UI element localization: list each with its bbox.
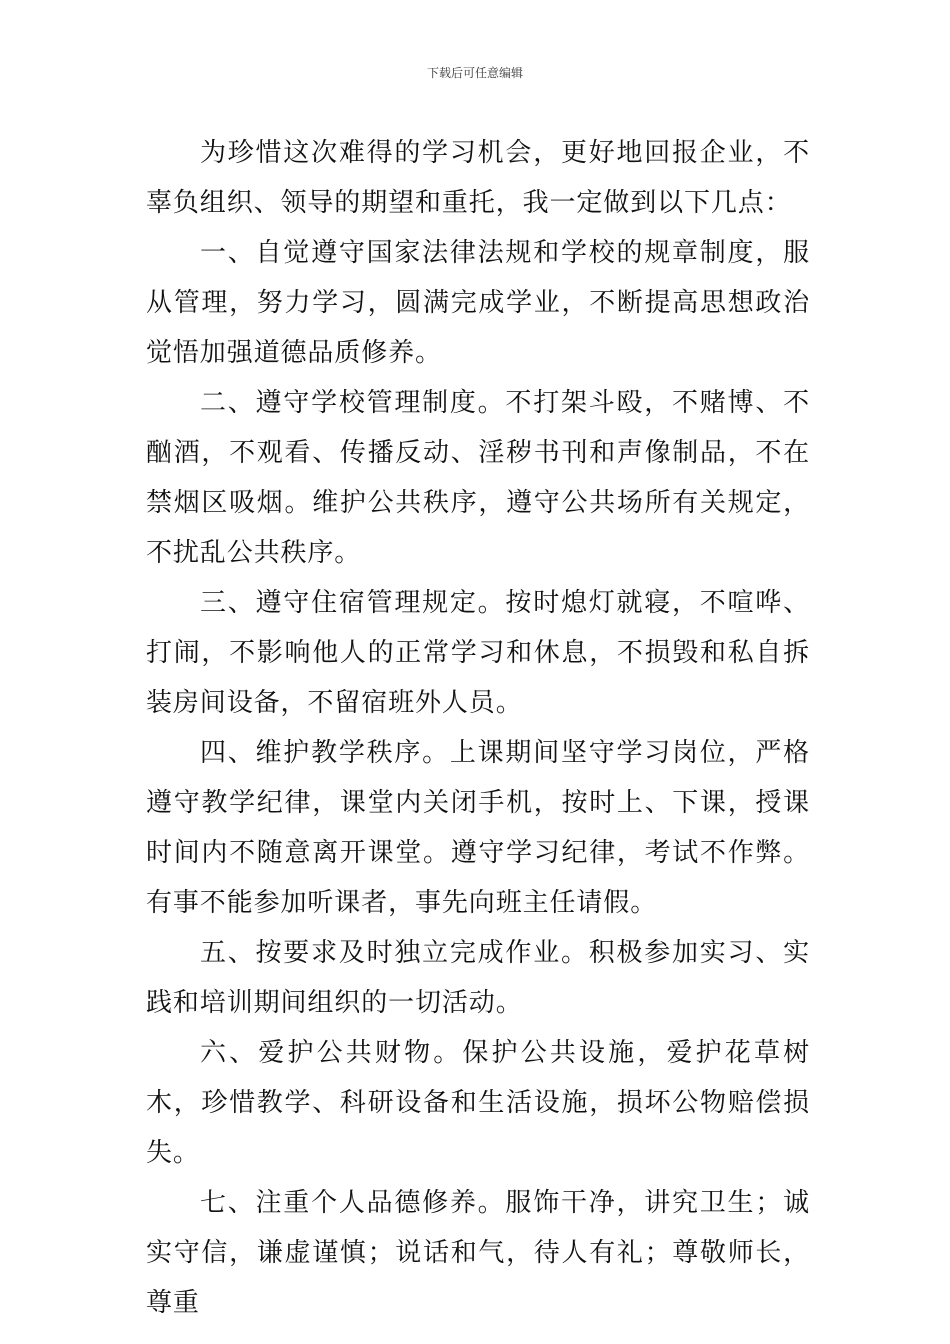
paragraph-item-3: 三、遵守住宿管理规定。按时熄灯就寝，不喧哗、打闹，不影响他人的正常学习和休息，不损毁和私自拆装房间设备，不留宿班外人员。 [146,588,810,718]
page-header: 下载后可任意编辑 [426,66,523,80]
paragraph-item-5: 五、按要求及时独立完成作业。积极参加实习、实践和培训期间组织的一切活动。 [146,938,810,1018]
paragraph-item-7: 七、注重个人品德修养。服饰干净，讲究卫生；诚实守信，谦虚谨慎；说话和气，待人有礼；尊敬师长，尊重 [146,1188,810,1318]
paragraph-item-2: 二、遵守学校管理制度。不打架斗殴，不赌博、不酗酒，不观看、传播反动、淫秽书刊和声像制品，不在禁烟区吸烟。维护公共秩序，遵守公共场所有关规定，不扰乱公共秩序。 [146,388,810,568]
document-body [146,128,810,1328]
paragraph-item-6: 六、爱护公共财物。保护公共设施，爱护花草树木，珍惜教学、科研设备和生活设施，损坏公物赔偿损失。 [146,1038,810,1168]
paragraph-item-4: 四、维护教学秩序。上课期间坚守学习岗位，严格遵守教学纪律，课堂内关闭手机，按时上、下课，授课时间内不随意离开课堂。遵守学习纪律，考试不作弊。有事不能参加听课者，事先向班主任请假。 [146,738,810,918]
paragraph-intro: 为珍惜这次难得的学习机会，更好地回报企业，不辜负组织、领导的期望和重托，我一定做到以下几点： [146,138,810,218]
paragraph-item-1: 一、自觉遵守国家法律法规和学校的规章制度，服从管理，努力学习，圆满完成学业，不断提高思想政治觉悟加强道德品质修养。 [146,238,810,368]
